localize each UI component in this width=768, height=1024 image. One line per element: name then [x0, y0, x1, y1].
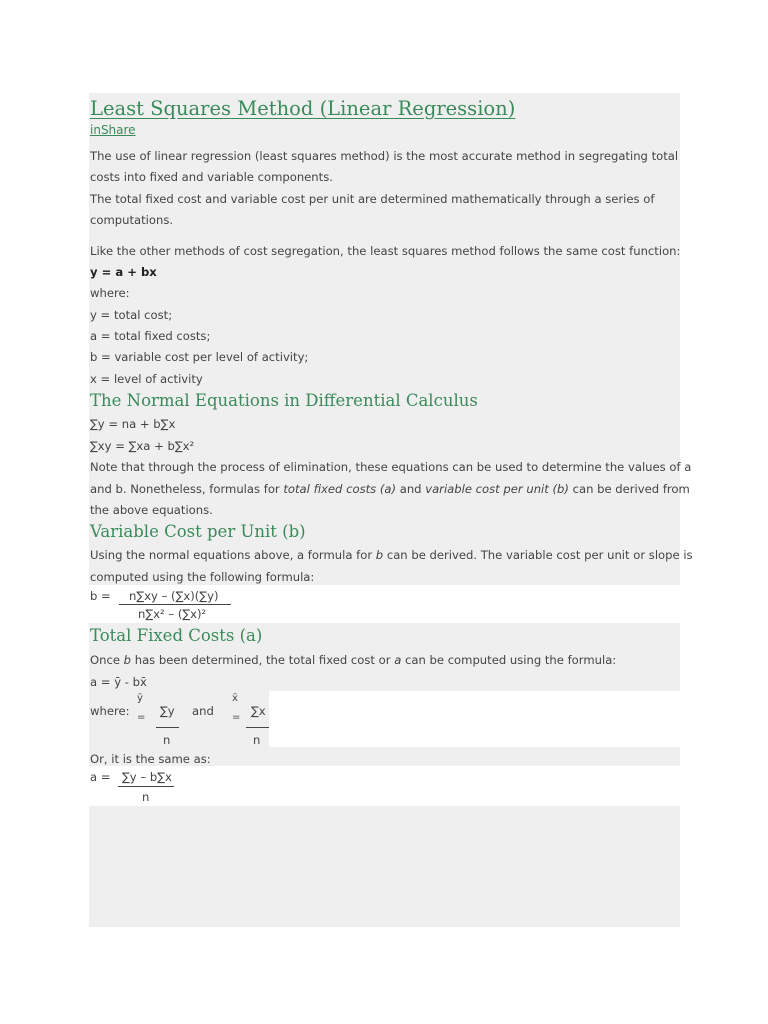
sum-y: ∑y: [160, 704, 175, 718]
fc-text: Once: [90, 653, 124, 667]
a-denominator: n: [142, 790, 150, 804]
ybar-symbol: ȳ: [137, 693, 143, 704]
formula-a-background: [89, 766, 680, 806]
heading-variable-cost: Variable Cost per Unit (b): [90, 522, 306, 541]
n-1: n: [163, 733, 171, 747]
note-italic-variable: variable cost per unit (b): [425, 482, 569, 496]
formula-where-background: [269, 691, 680, 747]
fc-italic-b: b: [123, 653, 132, 667]
cost-function: y = a + bx: [90, 265, 157, 279]
heading-fixed-costs: Total Fixed Costs (a): [90, 626, 263, 645]
a-formula: a = ȳ - bx̄: [90, 675, 147, 689]
note-line3: the above equations.: [90, 503, 213, 517]
def-y: y = total cost;: [90, 308, 173, 322]
b-numerator: n∑xy – (∑x)(∑y): [129, 589, 219, 603]
vc-text: can be derived. The variable cost per unit or slope is: [383, 548, 693, 562]
variable-cost-line2: computed using the following formula:: [90, 570, 315, 584]
vc-italic-b: b: [375, 548, 384, 562]
b-label: b =: [90, 589, 111, 603]
same-as-text: Or, it is the same as:: [90, 752, 211, 766]
xbar-fraction-bar: [246, 727, 269, 728]
note-line1: Note that through the process of elimination, these equations can be used to determine the values of a: [90, 460, 692, 474]
inshare-link[interactable]: inShare: [90, 123, 136, 137]
def-b: b = variable cost per level of activity;: [90, 350, 309, 364]
document-page: [89, 93, 693, 927]
a-fraction-bar: [118, 786, 174, 787]
b-fraction-bar: [119, 604, 231, 605]
heading-normal-equations: The Normal Equations in Differential Calculus: [90, 391, 478, 410]
variable-cost-line1: [90, 545, 693, 566]
equals-sign-1: =: [137, 712, 146, 723]
def-x: x = level of activity: [90, 372, 203, 386]
fc-italic-a: a: [394, 653, 402, 667]
a-label: a =: [90, 770, 111, 784]
intro-p1-line1: The use of linear regression (least squares method) is the most accurate method in segregating total: [90, 149, 679, 163]
note-text: and: [396, 482, 426, 496]
where-label: where:: [90, 286, 130, 300]
b-denominator: n∑x² – (∑x)²: [138, 607, 207, 621]
ybar-fraction-bar: [156, 727, 179, 728]
sum-x: ∑x: [251, 704, 266, 718]
intro-p3: Like the other methods of cost segregation, the least squares method follows the same cost function:: [90, 244, 681, 258]
normal-eq-1: ∑y = na + b∑x: [90, 417, 176, 431]
fc-text: has been determined, the total fixed cost or: [131, 653, 395, 667]
vc-text: Using the normal equations above, a formula for: [90, 548, 376, 562]
def-a: a = total fixed costs;: [90, 329, 211, 343]
intro-p2-line1: The total fixed cost and variable cost per unit are determined mathematically through a series of: [90, 192, 655, 206]
intro-p2-line2: computations.: [90, 213, 174, 227]
n-2: n: [253, 733, 261, 747]
intro-p1-line2: costs into fixed and variable components.: [90, 170, 333, 184]
and-text: and: [192, 704, 214, 718]
note-line2: [90, 479, 690, 500]
note-text: and b. Nonetheless, formulas for: [90, 482, 284, 496]
a-numerator: ∑y – b∑x: [122, 770, 172, 784]
normal-eq-2: ∑xy = ∑xa + b∑x²: [90, 439, 195, 453]
page-title: Least Squares Method (Linear Regression): [90, 97, 516, 120]
note-text: can be derived from: [568, 482, 690, 496]
where-label-2: where:: [90, 704, 130, 718]
fc-text: can be computed using the formula:: [401, 653, 617, 667]
fixed-costs-line1: [90, 650, 616, 671]
note-italic-fixed: total fixed costs (a): [283, 482, 397, 496]
xbar-symbol: x̄: [232, 693, 238, 704]
equals-sign-2: =: [232, 712, 241, 723]
